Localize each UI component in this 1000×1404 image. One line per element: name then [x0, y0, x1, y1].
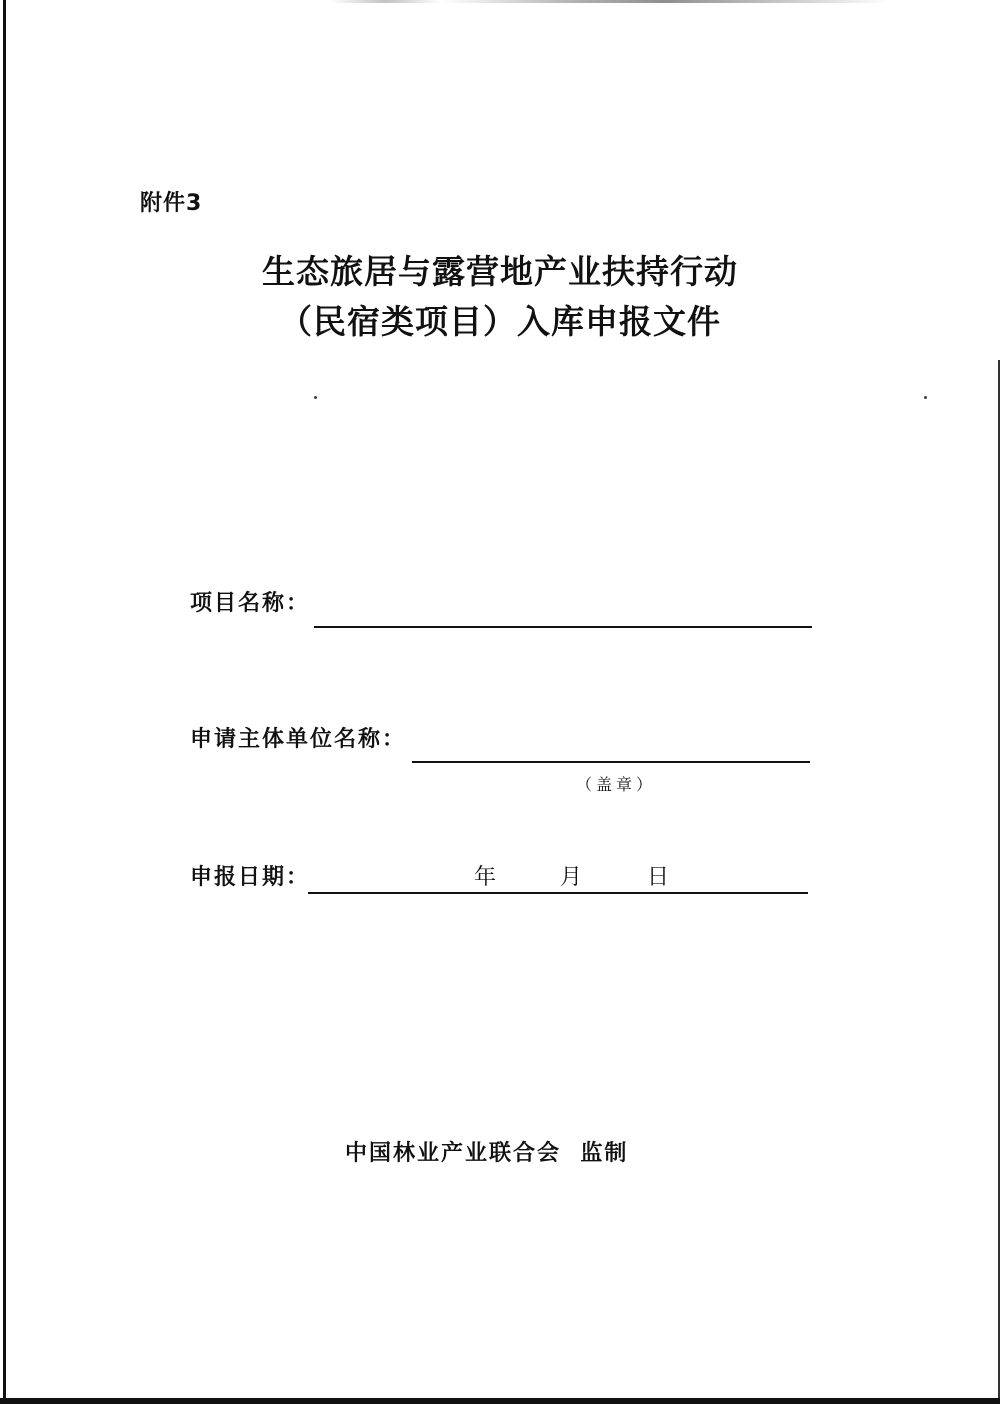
scan-bottom-border	[0, 1398, 1000, 1404]
footer-supervision	[345, 1136, 628, 1167]
date-field[interactable]	[308, 892, 808, 894]
scan-speck	[924, 396, 927, 399]
day-label: 日	[647, 865, 670, 890]
project-name-label: 项目名称：	[190, 591, 311, 616]
date-label: 申报日期：	[190, 865, 311, 890]
applicant-field[interactable]	[412, 761, 810, 763]
month-label: 月	[560, 865, 583, 890]
stamp-note: （盖章）	[576, 775, 657, 794]
footer-organization: 中国林业产业联合会	[345, 1141, 562, 1166]
footer-supervision-label: 监制	[580, 1141, 629, 1166]
project-name-field[interactable]	[314, 626, 812, 628]
scan-top-smudge	[330, 0, 890, 3]
scan-speck	[314, 396, 317, 399]
document-title-line1: 生态旅居与露营地产业扶持行动	[262, 252, 738, 291]
document-title-line2: （民宿类项目）入库申报文件	[279, 302, 721, 341]
year-label: 年	[474, 865, 497, 890]
applicant-label: 申请主体单位名称：	[190, 727, 407, 752]
scan-left-border	[3, 0, 6, 1404]
attachment-label: 附件3	[140, 191, 203, 216]
